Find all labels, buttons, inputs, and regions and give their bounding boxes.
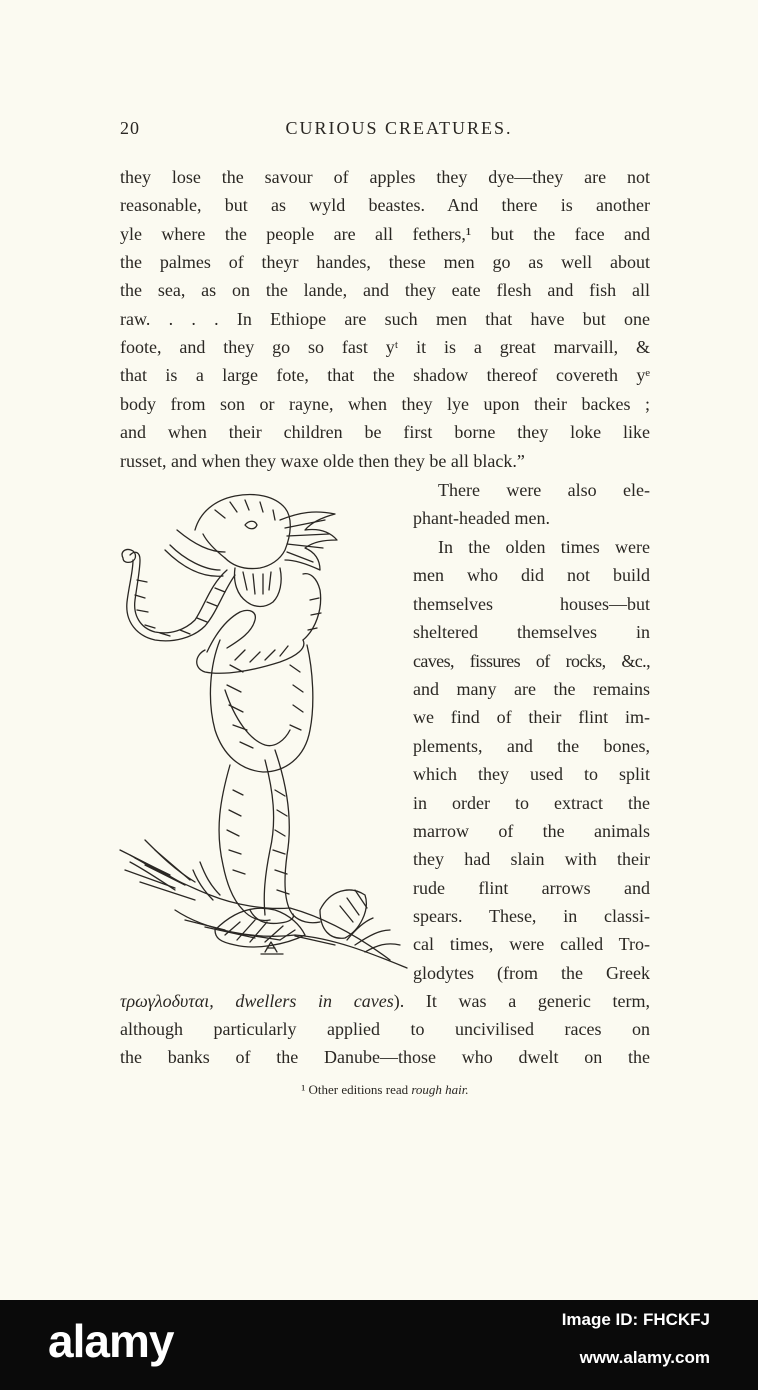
text-line: the palmes of theyr handes, these men go as well about — [120, 252, 650, 272]
side-text-line: phant-headed men. — [413, 508, 550, 528]
side-text-line: caves, fissures of rocks, &c., — [413, 651, 650, 671]
side-text-line: In the olden times were — [438, 537, 650, 557]
side-text-line: rude flint arrows and — [413, 878, 650, 898]
side-text-line: they had slain with their — [413, 849, 650, 869]
running-title: CURIOUS CREATURES. — [285, 118, 513, 138]
text-line: the sea, as on the lande, and they eate flesh and fish all — [120, 280, 650, 300]
footnote-text: ¹ Other editions read — [301, 1082, 412, 1097]
side-text-line: sheltered themselves in — [413, 622, 650, 642]
elephant-headed-man-engraving-icon — [115, 490, 413, 980]
side-text-line: men who did not build — [413, 565, 650, 585]
brand-url: www.alamy.com — [579, 1348, 710, 1367]
text-line: raw. . . . In Ethiope are such men that have but one — [120, 309, 650, 329]
side-text-line: marrow of the animals — [413, 821, 650, 841]
text-line: yle where the people are all fethers,¹ but the face and — [120, 224, 650, 244]
side-text-line: which they used to split — [413, 764, 650, 784]
footnote-italic: rough hair. — [411, 1082, 469, 1097]
greek-line-rest: ). It was a generic term, — [393, 991, 651, 1011]
side-text-line: glodytes (from the Greek — [413, 963, 650, 983]
greek-italic-phrase: τρωγλοδυται, dwellers in caves — [120, 991, 394, 1011]
watermark-bar — [0, 1300, 758, 1390]
side-text-line: we find of their flint im- — [413, 707, 650, 727]
text-line: the banks of the Danube—those who dwelt on the — [120, 1047, 650, 1067]
side-text-line: plements, and the bones, — [413, 736, 650, 756]
text-line: although particularly applied to uncivilised races on — [120, 1019, 650, 1039]
text-line: body from son or rayne, when they lye upon their backes ; — [120, 394, 650, 414]
text-line: that is a large fote, that the shadow thereof covereth yᵉ — [120, 365, 650, 385]
side-text-line: spears. These, in classi- — [413, 906, 650, 926]
brand-logo: alamy — [48, 1315, 174, 1367]
image-id-label: Image ID: FHCKFJ — [561, 1310, 710, 1329]
text-line: reasonable, but as wyld beastes. And there is another — [120, 195, 650, 215]
text-line: russet, and when they waxe olde then they be all black.” — [120, 451, 525, 471]
side-text-line: There were also ele- — [438, 480, 650, 500]
side-text-line: themselves houses—but — [413, 594, 650, 614]
running-head — [120, 118, 650, 142]
greek-text-line — [120, 987, 650, 1015]
text-line: foote, and they go so fast yᵗ it is a great marvaill, & — [120, 337, 650, 357]
side-text-line: cal times, were called Tro- — [413, 934, 650, 954]
footnote — [120, 1080, 650, 1100]
text-line: and when their children be first borne they loke like — [120, 422, 650, 442]
page-number: 20 — [120, 118, 140, 138]
side-text-line: and many are the remains — [413, 679, 650, 699]
side-text-line: in order to extract the — [413, 793, 650, 813]
text-line: they lose the savour of apples they dye—they are not — [120, 167, 650, 187]
